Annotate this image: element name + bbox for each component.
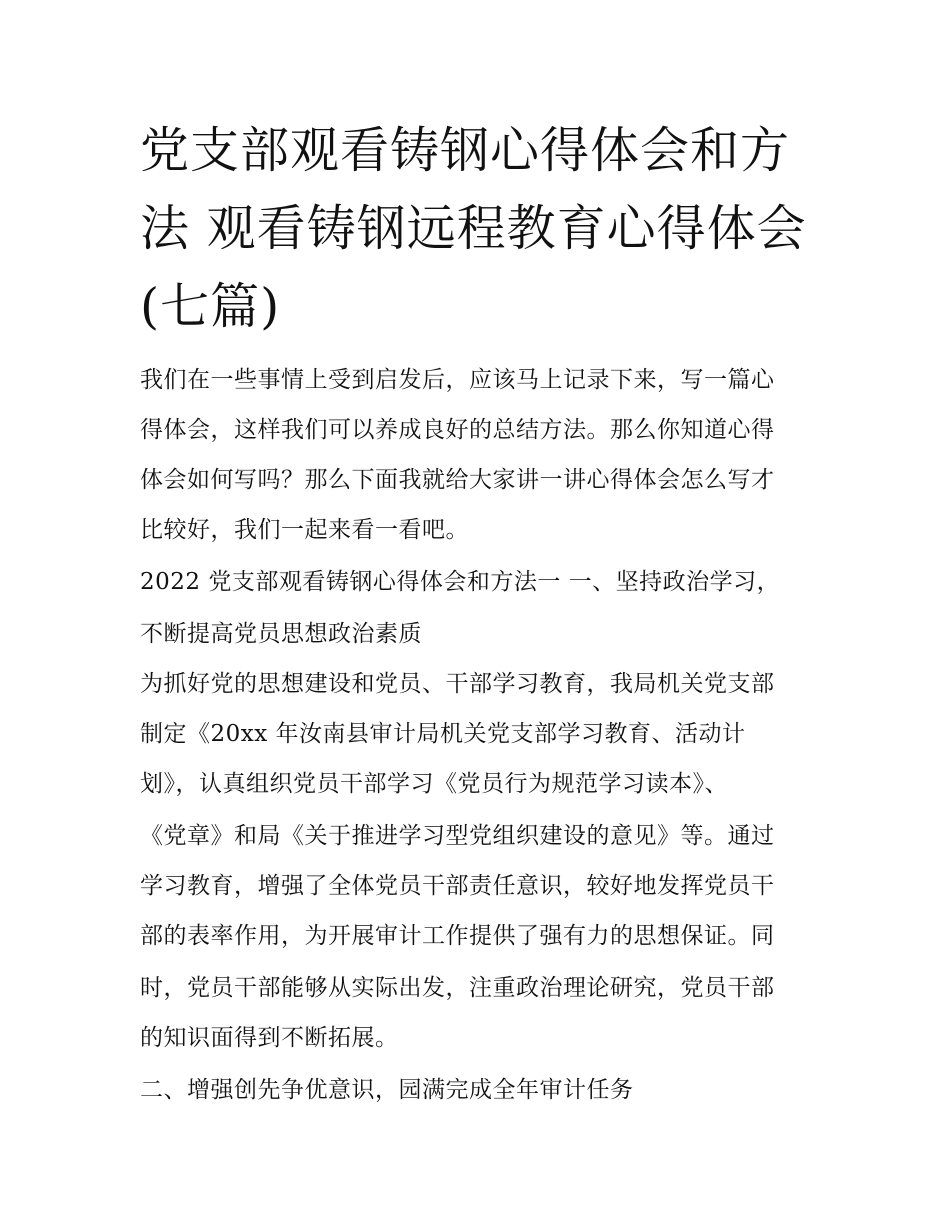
title-line-1: 党支部观看铸钢心得体会和方 — [140, 122, 791, 179]
body-line: 的知识面得到不断拓展。 — [140, 1025, 399, 1051]
body-line: 为抓好党的思想建设和党员、干部学习教育，我局机关党支部 — [140, 671, 775, 697]
body-line: 得体会，这样我们可以养成良好的总结方法。那么你知道心得 — [140, 417, 775, 443]
document-title — [140, 112, 820, 346]
body-line: 《党章》和局《关于推进学习型党组织建设的意见》等。通过 — [140, 823, 775, 849]
body-line: 比较好，我们一起来看一看吧。 — [140, 517, 469, 543]
section-heading-line: 二、增强创先争优意识，园满完成全年审计任务 — [140, 1077, 634, 1103]
section-heading-line: 不断提高党员思想政治素质 — [140, 621, 422, 647]
section-heading-line: 2022 党支部观看铸钢心得体会和方法一 一、坚持政治学习， — [140, 569, 781, 595]
title-line-3: (七篇) — [140, 278, 281, 335]
body-line: 学习教育，增强了全体党员干部责任意识，较好地发挥党员干 — [140, 873, 775, 899]
body-line: 时，党员干部能够从实际出发，注重政治理论研究，党员干部 — [140, 975, 775, 1001]
body-line: 制定《20xx 年汝南县审计局机关党支部学习教育、活动计 — [140, 721, 746, 747]
body-line: 体会如何写吗？那么下面我就给大家讲一讲心得体会怎么写才 — [140, 467, 775, 493]
title-line-2: 法 观看铸钢远程教育心得体会 — [140, 200, 807, 257]
body-line: 划》，认真组织党员干部学习《党员行为规范学习读本》、 — [140, 771, 728, 797]
body-line: 部的表率作用，为开展审计工作提供了强有力的思想保证。同 — [140, 923, 775, 949]
body-line: 我们在一些事情上受到启发后，应该马上记录下来，写一篇心 — [140, 367, 775, 393]
